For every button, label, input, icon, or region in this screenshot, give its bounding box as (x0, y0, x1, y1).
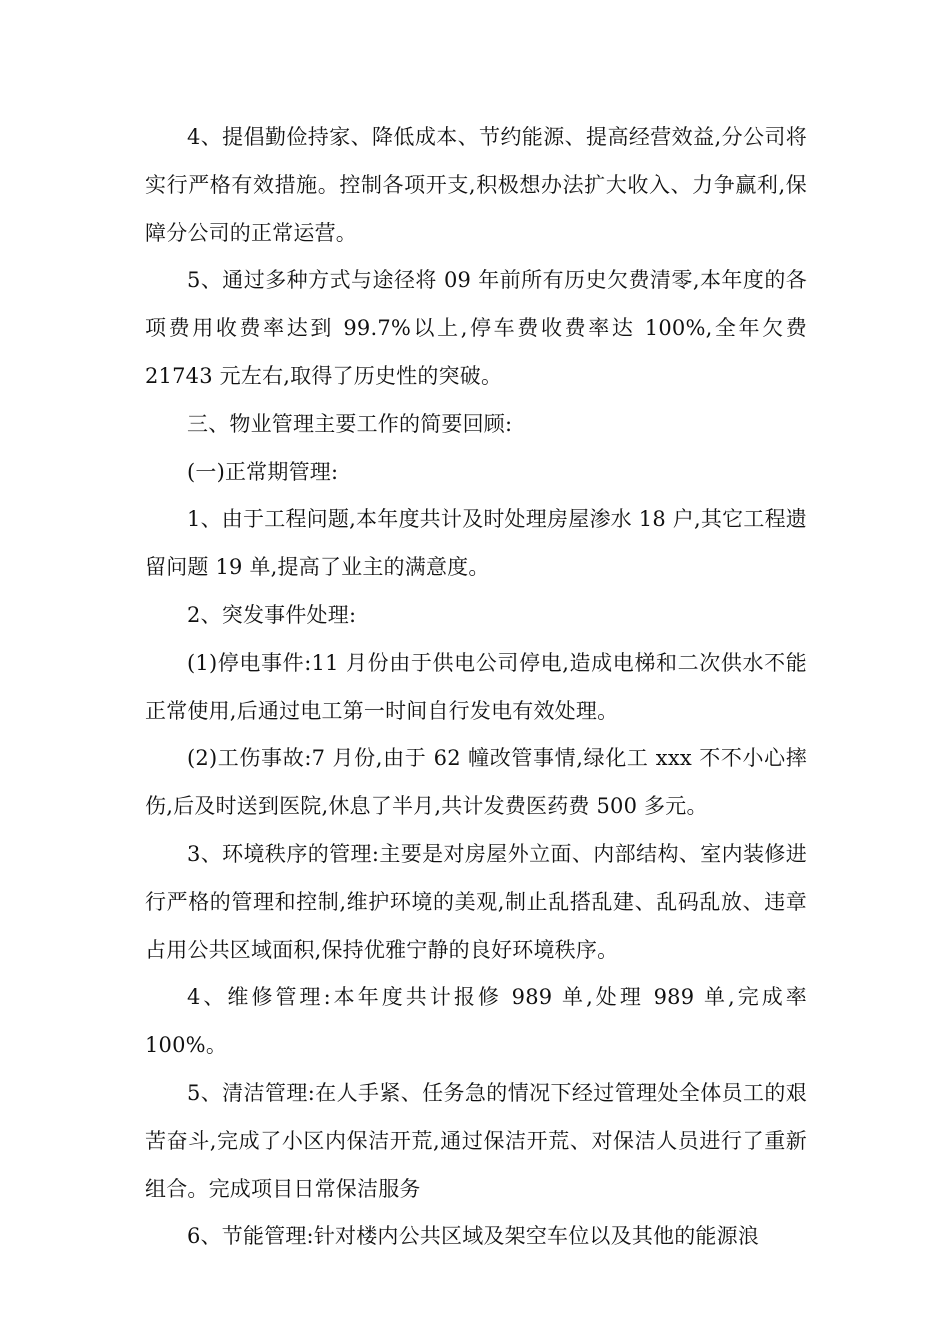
paragraph-maintenance: 4、维修管理:本年度共计报修 989 单,处理 989 单,完成率 100%。 (145, 985, 807, 1058)
paragraph-fee-collection: 5、通过多种方式与途径将 09 年前所有历史欠费清零,本年度的各项费用收费率达到 99.7%以上,停车费收费率达 100%,全年欠费 21743 元左右,取得了历史性的突破。 (145, 268, 807, 388)
paragraph-engineering-issues: 1、由于工程问题,本年度共计及时处理房屋渗水 18 户,其它工程遗留问题 19 单,提高了业主的满意度。 (145, 507, 807, 580)
paragraph-power-outage: (1)停电事件:11 月份由于供电公司停电,造成电梯和二次供水不能正常使用,后通过电工第一时间自行发电有效处理。 (145, 650, 807, 723)
paragraph-cleaning: 5、清洁管理:在人手紧、任务急的情况下经过管理处全体员工的艰苦奋斗,完成了小区内保洁开荒,通过保洁开荒、对保洁人员进行了重新组合。完成项目日常保洁服务 (145, 1080, 807, 1201)
paragraph-energy-saving: 6、节能管理:针对楼内公共区域及架空车位以及其他的能源浪 (187, 1224, 760, 1249)
paragraph-cost-control: 4、提倡勤俭持家、降低成本、节约能源、提高经营效益,分公司将实行严格有效措施。控制各项开支,积极想办法扩大收入、力争赢利,保障分公司的正常运营。 (145, 125, 807, 245)
paragraph-environment-order: 3、环境秩序的管理:主要是对房屋外立面、内部结构、室内装修进行严格的管理和控制,维护环境的美观,制止乱搭乱建、乱码乱放、违章占用公共区域面积,保持优雅宁静的良好环境秩序。 (145, 841, 807, 962)
paragraph-emergency-heading: 2、突发事件处理: (187, 602, 357, 627)
subsection-heading-normal-management: (一)正常期管理: (187, 459, 339, 484)
paragraph-work-injury: (2)工伤事故:7 月份,由于 62 幢改管事情,绿化工 xxx 不不小心摔伤,后及时送到医院,休息了半月,共计发费医药费 500 多元。 (145, 746, 807, 819)
section-heading-review: 三、物业管理主要工作的简要回顾: (187, 411, 513, 436)
document-body (145, 114, 807, 1261)
